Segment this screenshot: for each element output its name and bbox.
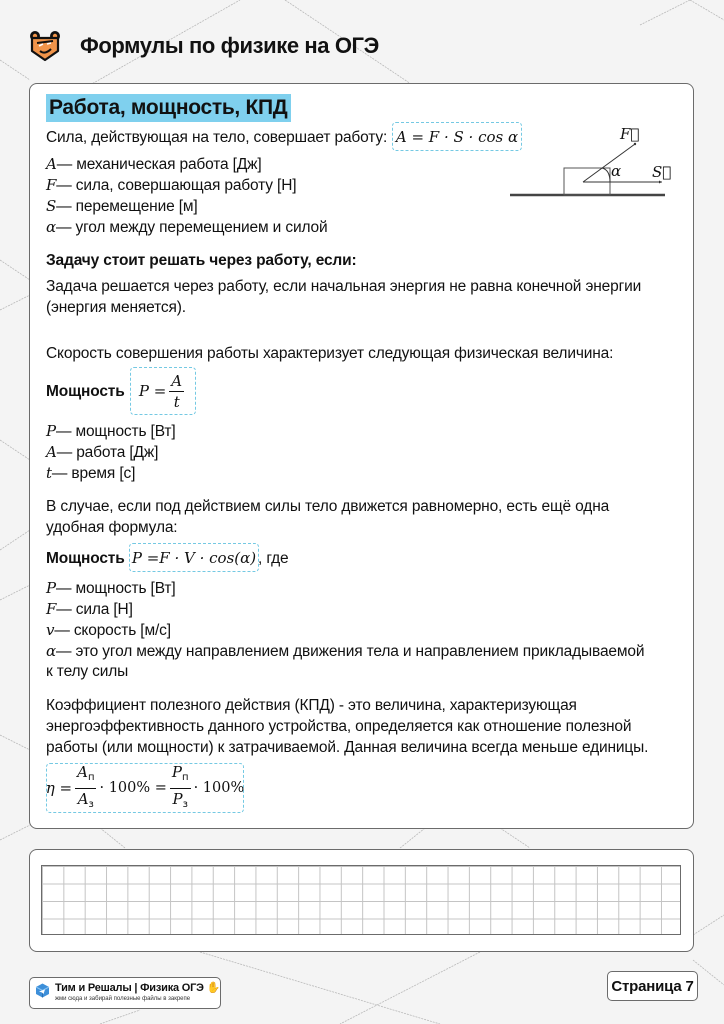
when-text: Задача решается через работу, если начальная энергия не равна конечной энергии: [46, 278, 642, 295]
power-definition: A— работа [Дж]: [46, 443, 159, 461]
efficiency-text: работы (или мощности) к затрачиваемой. Данная величина всегда меньше единицы.: [46, 739, 649, 756]
efficiency-text: энергоэффективность данного устройства, определяется как отношение полезной: [46, 718, 632, 735]
displacement-vector-label: S⃗: [652, 163, 672, 181]
uniform-definition: P— мощность [Вт]: [46, 579, 176, 597]
uniform-power-label: Мощность: [46, 550, 125, 567]
when-heading: Задачу стоит решать через работу, если:: [46, 252, 357, 269]
when-text: (энергия меняется).: [46, 299, 186, 316]
uniform-intro: удобная формула:: [46, 519, 178, 536]
page-number-badge: Страница 7: [607, 971, 698, 1001]
notes-grid[interactable]: [41, 865, 681, 935]
work-formula: A = F · S · cos α: [392, 122, 522, 151]
hand-emoji-icon: ✋: [206, 982, 221, 994]
uniform-power-formula: P =F · V · cos(α): [129, 543, 259, 572]
uniform-definition-continuation: к телу силы: [46, 663, 129, 680]
formula-card: [29, 83, 694, 829]
work-definition: F— сила, совершающая работу [Н]: [46, 176, 297, 194]
uniform-intro: В случае, если под действием силы тело движется равномерно, есть ещё одна: [46, 498, 610, 515]
power-definition: t— время [с]: [46, 464, 136, 482]
power-formula: P = $\frac{A}{t}$: [130, 367, 196, 415]
force-vector-label: F⃗: [620, 125, 640, 143]
bear-logo-icon: [28, 29, 62, 63]
power-definition: P— мощность [Вт]: [46, 422, 176, 440]
uniform-definition: F— сила [Н]: [46, 600, 133, 618]
efficiency-formula: η = $\frac{A_п}{A_з}$ · 100% = $\frac{P_п}{P_з}$ · 100%: [46, 763, 244, 813]
efficiency-text: Коэффициент полезного действия (КПД) - это величина, характеризующая: [46, 697, 577, 714]
work-definition: α— угол между перемещением и силой: [46, 218, 328, 236]
power-label: Мощность: [46, 383, 125, 400]
page-header: [28, 26, 379, 66]
uniform-suffix: , где: [258, 550, 289, 567]
page-title: Формулы по физике на ОГЭ: [80, 33, 379, 58]
telegram-cube-icon: [35, 983, 50, 998]
power-intro: Скорость совершения работы характеризует следующая физическая величина:: [46, 345, 614, 362]
work-definition: S— перемещение [м]: [46, 197, 198, 215]
telegram-promo-link[interactable]: [29, 977, 221, 1009]
promo-title: Тим и Решалы | Физика ОГЭ ✋: [55, 982, 221, 994]
work-intro: Сила, действующая на тело, совершает работу:: [46, 129, 388, 146]
promo-subtitle: жми сюда и забирай полезные файлы в закрепе: [55, 996, 191, 1002]
angle-label: α: [611, 162, 621, 180]
notes-card: [29, 849, 694, 952]
section-title: Работа, мощность, КПД: [46, 94, 291, 122]
uniform-definition: v— скорость [м/с]: [46, 621, 171, 639]
uniform-definition: α— это угол между направлением движения тела и направлением прикладываемой: [46, 642, 645, 660]
work-definition: A— механическая работа [Дж]: [46, 155, 262, 173]
